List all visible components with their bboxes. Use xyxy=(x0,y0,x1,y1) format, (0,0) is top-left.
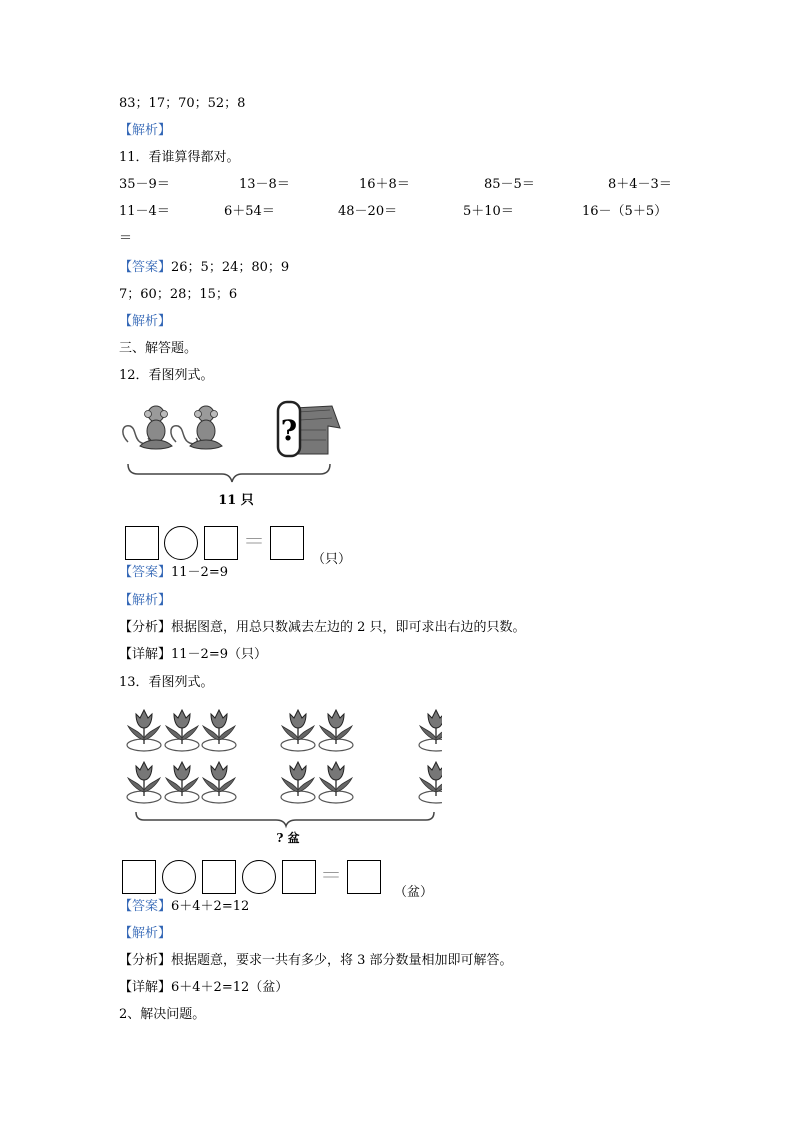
operator-circle[interactable] xyxy=(162,860,196,894)
tulip-icon xyxy=(319,762,353,803)
q12-title: 12．看图列式。 xyxy=(119,368,214,383)
tulip-icon xyxy=(202,710,236,751)
operator-circle[interactable] xyxy=(242,860,276,894)
q12-unit: （只） xyxy=(312,552,352,567)
operator-circle[interactable] xyxy=(164,526,198,560)
total-label: ? 盆 xyxy=(276,831,300,845)
answer-box[interactable] xyxy=(204,526,238,560)
q11-answer xyxy=(119,259,289,277)
tulip-icon xyxy=(419,762,442,803)
total-label: 11 只 xyxy=(218,493,254,508)
q13-analysis-text: 根据题意，要求一共有多少，将 3 部分数量相加即可解答。 xyxy=(171,953,513,968)
tulip-icon xyxy=(165,710,199,751)
tulip-icon xyxy=(165,762,199,803)
q13-detail xyxy=(119,979,288,997)
answer-box[interactable] xyxy=(282,860,316,894)
q12-answer xyxy=(119,564,228,582)
monkey-icon xyxy=(123,406,172,449)
house-question-mark: ? xyxy=(280,414,298,447)
q11-row2-item-2: 6＋54＝ xyxy=(224,204,275,219)
answer-box[interactable] xyxy=(202,860,236,894)
q11-row1-item-3: 16＋8＝ xyxy=(359,177,410,192)
total-brace xyxy=(136,812,434,826)
detail-tag: 【详解】 xyxy=(119,980,172,995)
detail-tag: 【详解】 xyxy=(119,647,172,662)
tulip-icon xyxy=(281,762,315,803)
monkey-icon xyxy=(171,406,222,449)
q13-title: 13．看图列式。 xyxy=(119,675,214,690)
house-icon xyxy=(278,402,340,456)
analysis-label: 【解析】 xyxy=(119,123,172,138)
q11-row1-item-2: 13－8＝ xyxy=(239,177,290,192)
tulip-icon xyxy=(127,762,161,803)
prev-answer-continuation: 83；17；70；52；8 xyxy=(119,96,246,111)
answer-box[interactable] xyxy=(122,860,156,894)
answer-box[interactable] xyxy=(125,526,159,560)
answer-tag: 【答案】 xyxy=(119,899,172,914)
equals-sign: ＝ xyxy=(320,864,343,889)
q11-row1-item-1: 35－9＝ xyxy=(119,177,170,192)
q13-detail-text: 6＋4＋2=12（盆） xyxy=(171,980,289,995)
q11-title: 11．看谁算得都对。 xyxy=(119,150,240,165)
q13-answer-text: 6＋4＋2=12 xyxy=(171,899,250,914)
q13-figure xyxy=(122,706,442,846)
q11-row1-item-5: 8＋4－3＝ xyxy=(608,177,672,192)
equals-sign: ＝ xyxy=(243,530,266,555)
analysis-tag: 【分析】 xyxy=(119,620,172,635)
result-box[interactable] xyxy=(270,526,304,560)
answer-tag: 【答案】 xyxy=(119,565,172,580)
analysis-label: 【解析】 xyxy=(119,926,172,941)
q12-figure xyxy=(118,398,342,510)
q11-row2-item-1: 11－4＝ xyxy=(119,204,170,219)
analysis-label: 【解析】 xyxy=(119,314,172,329)
q12-answer-text: 11－2=9 xyxy=(171,565,228,580)
section-heading: 2、解决问题。 xyxy=(119,1007,206,1022)
tulip-icon xyxy=(419,710,442,751)
q12-detail xyxy=(119,646,267,664)
tulip-icon xyxy=(127,710,161,751)
q11-answer-line1: 26；5；24；80；9 xyxy=(171,260,290,275)
q11-row2-item-3: 48－20＝ xyxy=(338,204,398,219)
answer-tag: 【答案】 xyxy=(119,260,172,275)
q11-answer-line2: 7；60；28；15；6 xyxy=(119,287,238,302)
tulip-icon xyxy=(319,710,353,751)
q11-row2-item-5: 16－（5＋5） xyxy=(582,204,668,219)
q12-analysis-text: 根据图意，用总只数减去左边的 2 只，即可求出右边的只数。 xyxy=(171,620,526,635)
analysis-tag: 【分析】 xyxy=(119,953,172,968)
q12-detail-text: 11－2=9（只） xyxy=(171,647,267,662)
q13-answer xyxy=(119,898,249,916)
q11-row1-item-4: 85－5＝ xyxy=(484,177,535,192)
q11-trailing-equals: ＝ xyxy=(119,231,133,246)
q13-analysis xyxy=(119,952,513,970)
q13-unit: （盆） xyxy=(394,885,434,900)
tulip-icon xyxy=(202,762,236,803)
analysis-label: 【解析】 xyxy=(119,593,172,608)
total-brace xyxy=(128,464,330,482)
section-heading: 三、解答题。 xyxy=(119,341,198,356)
q11-row2-item-4: 5＋10＝ xyxy=(463,204,514,219)
result-box[interactable] xyxy=(347,860,381,894)
tulip-icon xyxy=(281,710,315,751)
q12-analysis xyxy=(119,619,526,637)
